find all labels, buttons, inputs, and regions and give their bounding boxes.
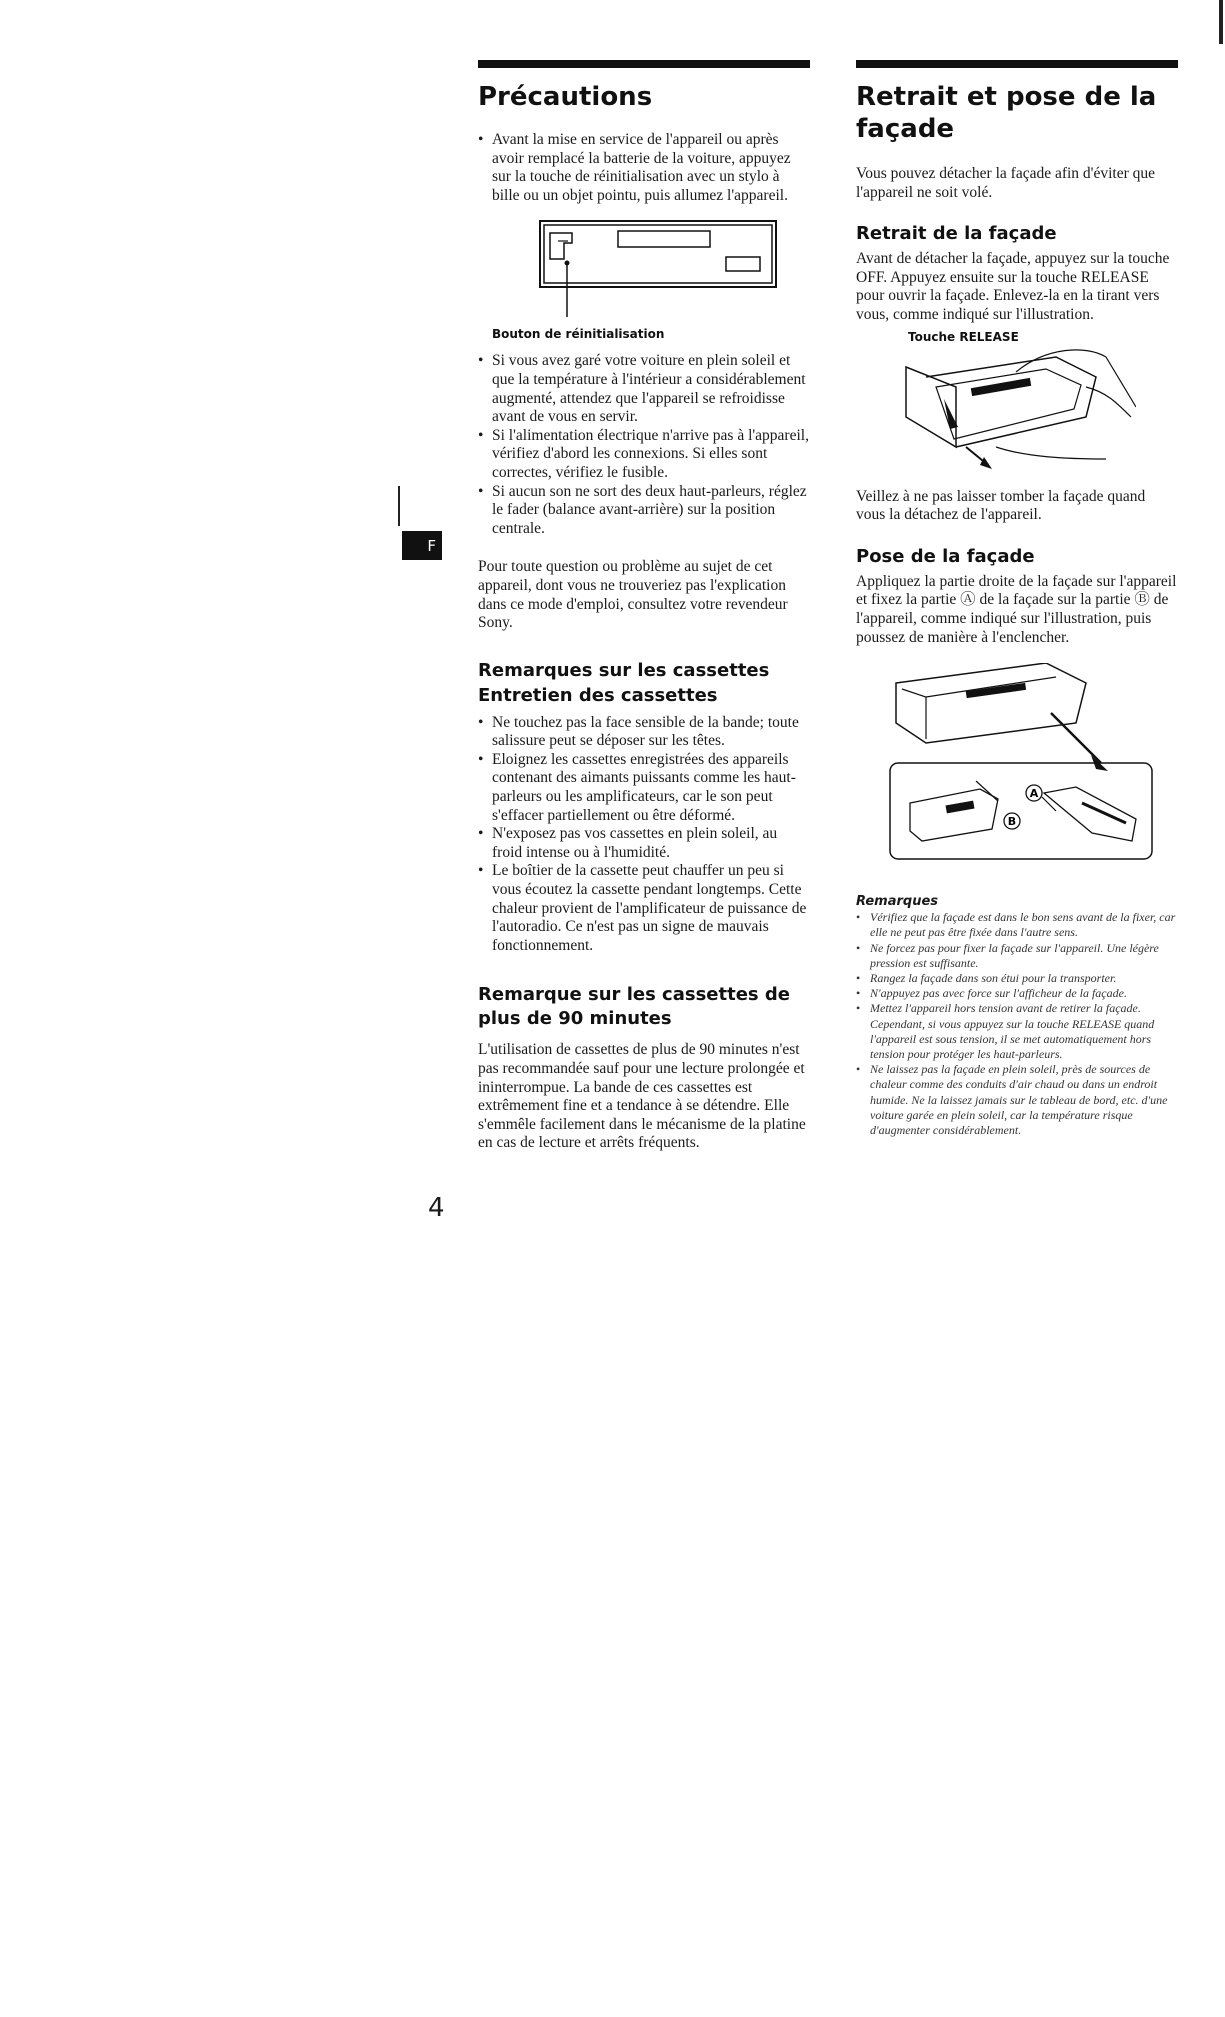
list-item: • N'exposez pas vos cassettes en plein soleil, au froid intense ou à l'humidité. [478, 825, 810, 862]
precautions-title: Précautions [478, 82, 653, 112]
label-b: B [1007, 815, 1017, 829]
cassette-notes-heading: Remarques sur les cassettes [478, 659, 770, 681]
section-rule [856, 60, 1178, 68]
list-item: • N'appuyez pas avec force sur l'afficheur de la façade. [856, 986, 1178, 1001]
precautions-list [478, 352, 810, 538]
removal-heading: Retrait de la façade [856, 223, 1057, 245]
faceplate-intro: Vous pouvez détacher la façade afin d'éviter que l'appareil ne soit volé. [856, 165, 1156, 201]
margin-tick [398, 486, 400, 526]
question-paragraph: Pour toute question ou problème au sujet de cet appareil, dont vous ne trouveriez pas l'explication dans ce mode d'emploi, consultez votre revendeur Sony. [478, 558, 788, 632]
list-item: • Si vous avez garé votre voiture en plein soleil et que la température à l'intérieur a considérablement augmenté, attendez que l'appareil se refroidisse avant de vous en servir. [478, 352, 810, 426]
faceplate-title: Retrait et pose de la façade [856, 82, 1157, 144]
remarks-list [856, 910, 1178, 1138]
attach-heading: Pose de la façade [856, 545, 1035, 567]
warning-paragraph: Veillez à ne pas laisser tomber la façade quand vous la détachez de l'appareil. [856, 487, 1146, 524]
section-rule [478, 60, 810, 68]
long-tape-heading: Remarque sur les cassettes de plus de 90 minutes [478, 984, 790, 1030]
list-item: • Ne touchez pas la face sensible de la bande; toute salissure peut se déposer sur les têtes. [478, 714, 810, 751]
release-button-caption: Touche RELEASE [908, 329, 1019, 344]
list-item: • Si l'alimentation électrique n'arrive pas à l'appareil, vérifiez d'abord les connexions. Si elles sont correctes, vérifiez le fusible. [478, 427, 810, 483]
long-tape-paragraph: L'utilisation de cassettes de plus de 90 minutes n'est pas recommandée sauf pour une lecture prolongée et ininterrompue. La bande de ces cassettes est extrêmement fine et a tendance à se détendre. Elle s'emmêle facilement dans le mécanisme de la platine en cas de lecture et arrêts fréquents. [478, 1041, 806, 1152]
precautions-column [478, 60, 810, 1153]
crop-mark-top-right [1219, 0, 1223, 44]
list-item: • Rangez la façade dans son étui pour la transporter. [856, 971, 1178, 986]
reset-button-caption: Bouton de réinitialisation [492, 327, 665, 342]
faceplate-column [856, 60, 1178, 1138]
list-item: • Eloignez les cassettes enregistrées des appareils contenant des aimants puissants comme les haut-parleurs ou les amplificateurs, car le son peut s'effacer partiellement ou être déformé. [478, 751, 810, 825]
precautions-intro-list [478, 131, 810, 205]
attach-paragraph: Appliquez la partie droite de la façade sur l'appareil et fixez la partie Ⓐ de la façade sur la partie Ⓑ de l'appareil, comme indiqué sur l'illustration, puis poussez de manière à l'enclencher. [856, 572, 1177, 646]
removal-illustration [896, 347, 1136, 482]
list-item: • Avant la mise en service de l'appareil ou après avoir remplacé la batterie de la voiture, appuyez sur la touche de réinitialisation avec un stylo à bille ou un objet pointu, puis allumez l'appareil. [478, 131, 810, 205]
list-item: • Vérifiez que la façade est dans le bon sens avant de la fixer, car elle ne peut pas être fixée dans l'autre sens. [856, 910, 1178, 940]
label-a: A [1029, 787, 1039, 801]
list-item: • Le boîtier de la cassette peut chauffer un peu si vous écoutez la cassette pendant longtemps. Cette chaleur provient de l'amplificateur de puissance de l'autoradio. Ce n'est pas un signe de mauvais fonctionnement. [478, 862, 810, 955]
attach-illustration [886, 663, 1156, 868]
list-item: • Ne forcez pas pour fixer la façade sur l'appareil. Une légère pression est suffisante. [856, 941, 1178, 971]
page-number: 4 [428, 1193, 445, 1223]
cassette-care-list [478, 714, 810, 956]
list-item: • Ne laissez pas la façade en plein soleil, près de sources de chaleur comme des conduits d'air chaud ou dans un endroit humide. Ne la laissez jamais sur le tableau de bord, etc. d'une voiture garée en plein soleil, car la température risque d'augmenter considérablement. [856, 1062, 1178, 1138]
list-item: • Mettez l'appareil hors tension avant de retirer la façade. Cependant, si vous appuyez sur la touche RELEASE quand l'appareil est sous tension, il se met automatiquement hors tension pour protéger les haut-parleurs. [856, 1001, 1178, 1062]
language-tab: F [402, 531, 442, 560]
reset-button-illustration [538, 219, 778, 324]
list-item: • Si aucun son ne sort des deux haut-parleurs, réglez le fader (balance avant-arrière) sur la position centrale. [478, 483, 810, 539]
cassette-care-heading: Entretien des cassettes [478, 684, 718, 706]
faceplate-removal-icon [896, 347, 1136, 477]
remarks-heading: Remarques [856, 894, 939, 910]
faceplate-attach-icon [886, 663, 1156, 863]
car-stereo-front-icon [538, 219, 778, 319]
removal-paragraph: Avant de détacher la façade, appuyez sur la touche OFF. Appuyez ensuite sur la touche RELEASE pour ouvrir la façade. Enlevez-la en la tirant vers vous, comme indiqué sur l'illustration. [856, 250, 1170, 323]
